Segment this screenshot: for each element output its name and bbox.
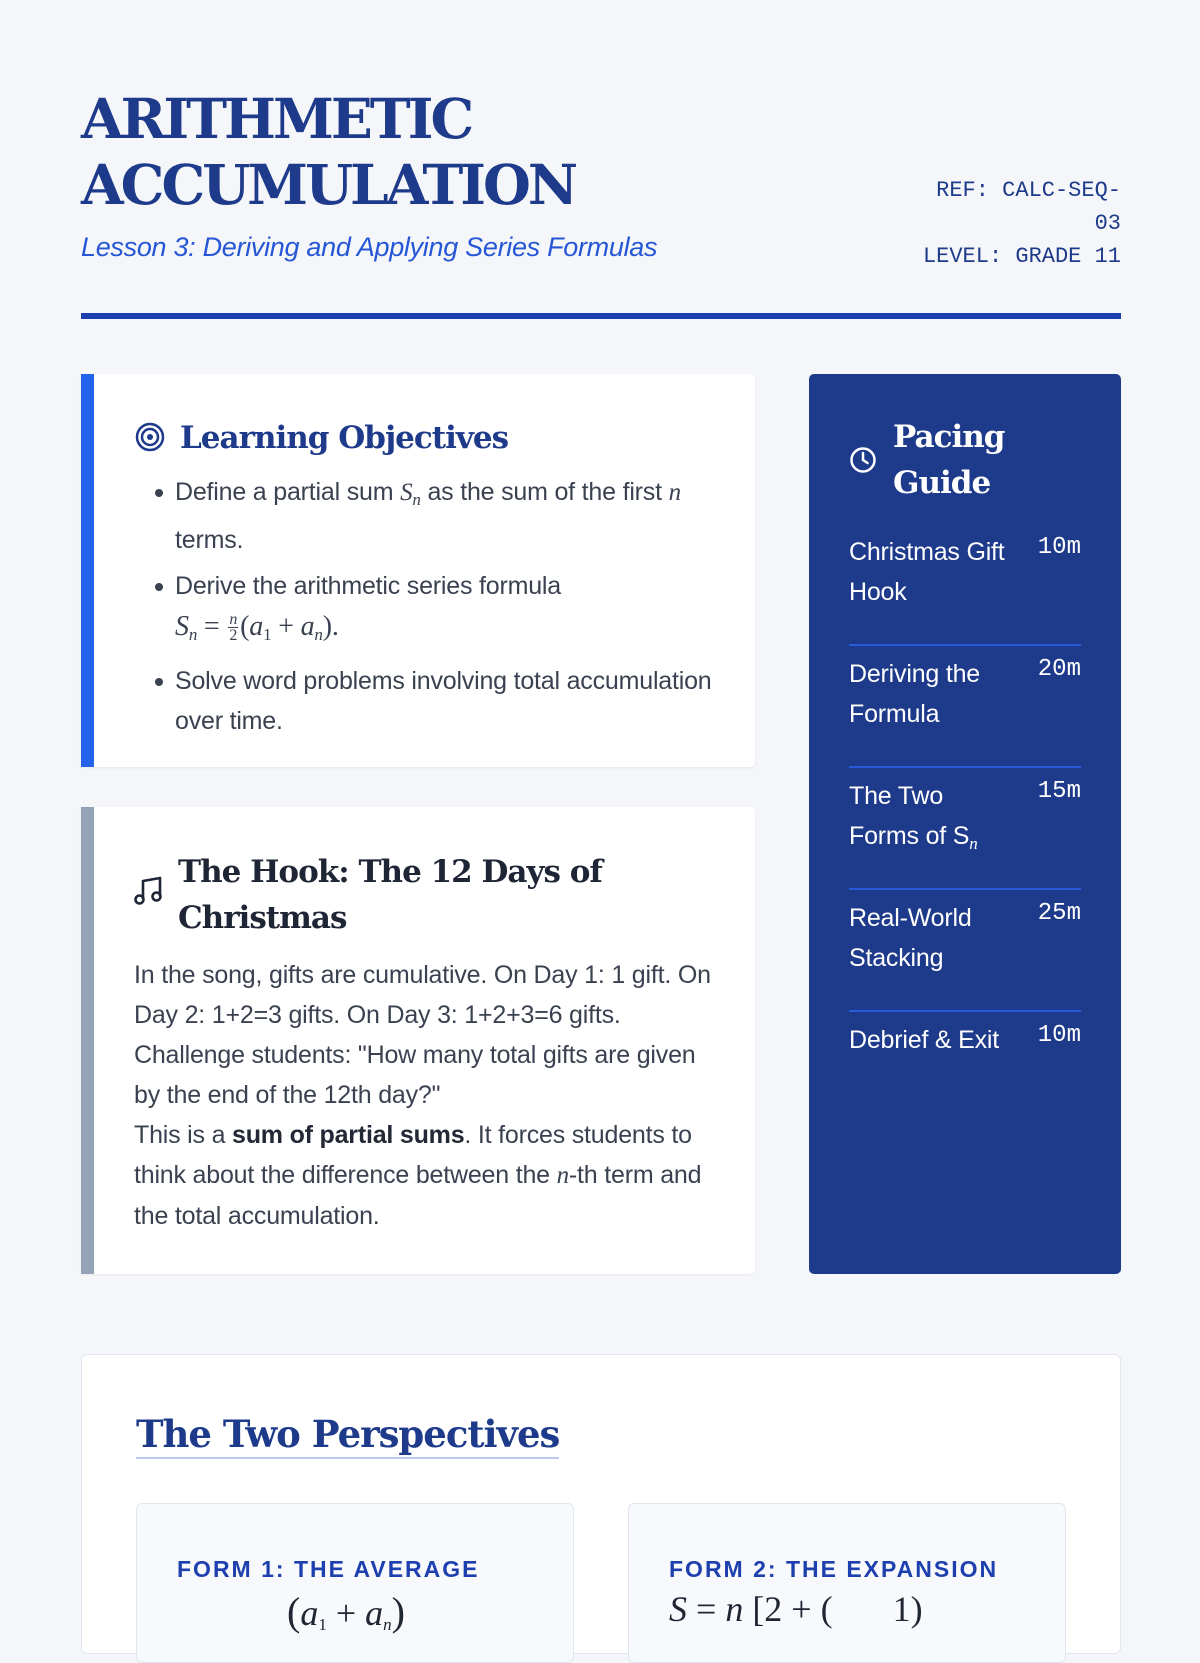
page-title-line-1: ARITHMETIC bbox=[81, 86, 472, 151]
clock-icon bbox=[849, 446, 877, 479]
objectives-title: Learning Objectives bbox=[180, 420, 509, 456]
math-symbol: $S_n$ bbox=[400, 479, 421, 509]
section-title: The Two Perspectives bbox=[136, 1411, 559, 1459]
hook-header bbox=[134, 849, 634, 941]
music-note-icon bbox=[134, 875, 164, 912]
pacing-activity: Debrief & Exit bbox=[849, 1026, 1000, 1054]
objective-text: terms. bbox=[175, 526, 244, 554]
series-formula: $S_n$ = $\frac{n}{2}$ $(a_1 + a_n)$. bbox=[175, 611, 339, 645]
page-title-line-2: ACCUMULATION bbox=[81, 152, 576, 217]
two-perspectives-section bbox=[81, 1354, 1121, 1654]
pacing-title: Pacing Guide bbox=[893, 419, 1005, 501]
form-1-formula: $(a_1 + a_n)$ bbox=[287, 1589, 405, 1634]
hook-body bbox=[134, 955, 724, 1236]
math-symbol: n bbox=[556, 1162, 569, 1189]
emphasis-text: sum of partial sums bbox=[232, 1121, 465, 1149]
hook-paragraph: In the song, gifts are cumulative. On Day 1: 1 gift. On Day 2: 1+2=3 gifts. On Day 3: 1+2+3=6 gifts. Challenge students: "How many total gifts are given by the end of the 12th day?" bbox=[134, 961, 711, 1109]
hook-card bbox=[81, 807, 755, 1274]
objective-text: Derive the arithmetic series formula bbox=[175, 572, 561, 600]
target-icon bbox=[134, 421, 166, 458]
pacing-row bbox=[849, 1012, 1081, 1134]
pacing-duration: 20m bbox=[1037, 656, 1081, 683]
pacing-activity: Real-World Stacking bbox=[849, 904, 972, 972]
pacing-row bbox=[849, 524, 1081, 646]
hook-paragraph: This is a sum of partial sums. It forces students to think about the difference between the n-th term and the total accumulation. bbox=[134, 1121, 702, 1230]
grade-level: LEVEL: GRADE 11 bbox=[922, 244, 1121, 269]
objective-item bbox=[147, 472, 717, 560]
form-1-label: FORM 1: THE AVERAGE bbox=[177, 1556, 480, 1582]
page-header bbox=[81, 86, 1121, 320]
card-accent-bar bbox=[81, 374, 94, 767]
objectives-header bbox=[134, 415, 508, 461]
header-divider bbox=[81, 313, 1121, 319]
pacing-activity: Christmas Gift Hook bbox=[849, 538, 1005, 606]
form-1-box bbox=[136, 1503, 574, 1663]
objective-text: Define a partial sum bbox=[175, 478, 401, 506]
pacing-row bbox=[849, 768, 1081, 890]
form-2-label: FORM 2: THE EXPANSION bbox=[669, 1556, 999, 1582]
ref-code-line-1: REF: CALC-SEQ- bbox=[936, 178, 1121, 203]
ref-code-line-2: 03 bbox=[1094, 211, 1121, 236]
learning-objectives-card bbox=[81, 374, 755, 767]
form-2-box bbox=[628, 1503, 1066, 1663]
pacing-duration: 15m bbox=[1037, 778, 1081, 805]
objectives-list bbox=[147, 472, 717, 747]
pacing-activity: The Two Forms of $S_n$ bbox=[849, 782, 978, 853]
hook-title: The Hook: The 12 Days of Christmas bbox=[178, 854, 602, 936]
lesson-subtitle: Lesson 3: Deriving and Applying Series Formulas bbox=[81, 232, 658, 262]
reference-info bbox=[891, 174, 1121, 273]
pacing-row bbox=[849, 890, 1081, 1012]
math-symbol: n bbox=[668, 479, 681, 506]
pacing-activity: Deriving the Formula bbox=[849, 660, 980, 728]
pacing-duration: 10m bbox=[1037, 534, 1081, 561]
pacing-duration: 25m bbox=[1037, 900, 1081, 927]
objective-item bbox=[147, 566, 717, 655]
objective-text: as the sum of the first bbox=[420, 478, 669, 506]
objective-item: Solve word problems involving total accumulation over time. bbox=[147, 661, 717, 741]
form-2-formula: S = n [2 + ( 1) bbox=[669, 1589, 923, 1629]
pacing-duration: 10m bbox=[1037, 1022, 1081, 1049]
pacing-guide-panel bbox=[809, 374, 1121, 1274]
pacing-row bbox=[849, 646, 1081, 768]
card-accent-bar bbox=[81, 807, 94, 1274]
